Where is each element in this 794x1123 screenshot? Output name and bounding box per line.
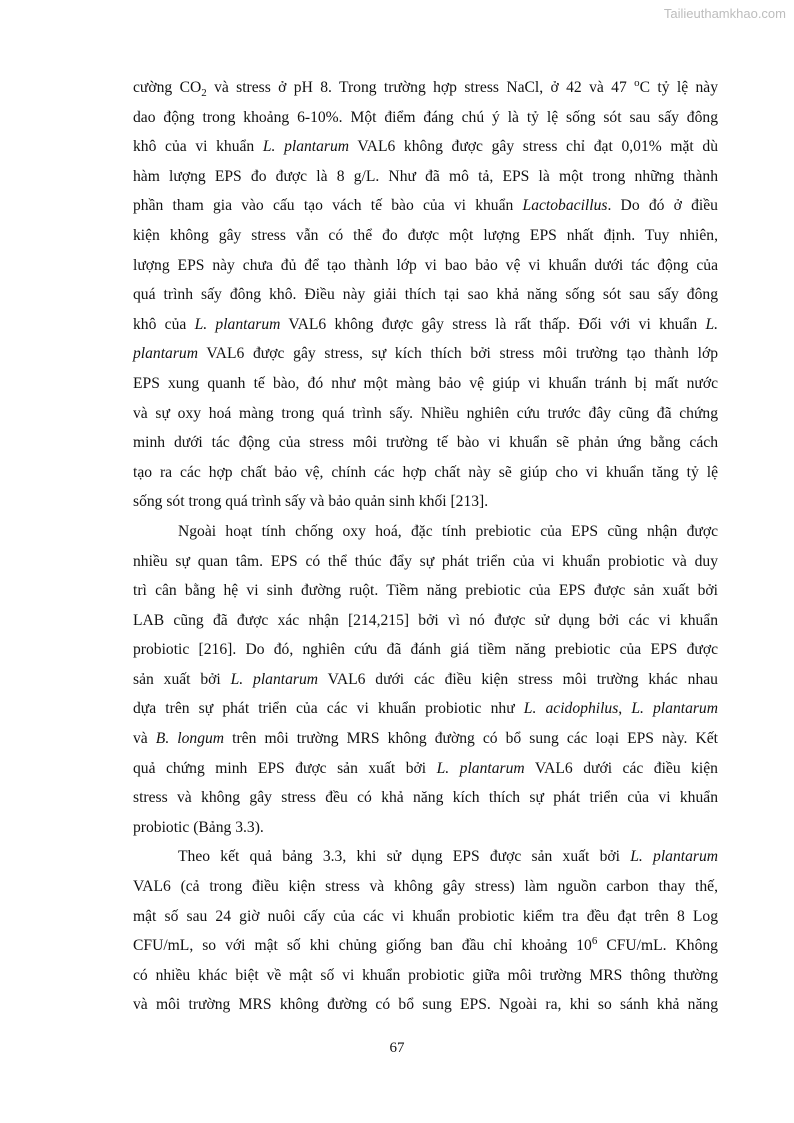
text-run: VAL6 không được gây stress chỉ đạt 0,01% mặt dù	[349, 138, 718, 156]
text-run: VAL6 dưới các điều kiện	[524, 759, 718, 777]
text-run: probiotic [216]. Do đó, nghiên cứu đã đánh giá tiềm năng prebiotic của EPS được	[133, 641, 718, 659]
text-run: probiotic (Bảng 3.3).	[133, 818, 264, 836]
text-run: LAB cũng đã được xác nhận [214,215] bởi vì nó được sử dụng bởi các vi khuẩn	[133, 611, 718, 629]
italic-text: L. plantarum	[630, 848, 718, 866]
text-line	[133, 162, 718, 192]
watermark: Tailieuthamkhao.com	[663, 6, 786, 21]
text-run: . Do đó ở điều	[607, 197, 718, 215]
text-run: VAL6 được gây stress, sự kích thích bởi stress môi trường tạo thành lớp	[197, 345, 718, 363]
text-line	[133, 842, 718, 872]
text-line	[133, 635, 718, 665]
text-run: CFU/mL. Không	[597, 937, 718, 955]
text-line	[133, 458, 718, 488]
text-run: mật số sau 24 giờ nuôi cấy của các vi khuẩn probiotic kiểm tra đều đạt trên 8 Log	[133, 907, 718, 925]
italic-text: L. plantarum	[194, 315, 281, 333]
subscript: 2	[201, 87, 207, 100]
text-run: trên môi trường MRS không đường có bổ sung các loại EPS này. Kết	[224, 730, 719, 748]
text-line	[133, 547, 718, 577]
italic-text: L. plantarum	[230, 670, 319, 688]
text-line	[133, 694, 718, 724]
page-body	[133, 73, 718, 1020]
text-line	[133, 517, 718, 547]
text-line	[133, 369, 718, 399]
text-run: quả chứng minh EPS được sản xuất bởi	[133, 759, 437, 777]
text-line	[133, 665, 718, 695]
text-run: tạo ra các hợp chất bảo vệ, chính các hợp chất này sẽ giúp cho vi khuẩn tăng tỷ lệ	[133, 463, 718, 481]
text-run: EPS xung quanh tế bào, đó như một màng bảo vệ giúp vi khuẩn tránh bị mất nước	[133, 374, 718, 392]
italic-text: B. longum	[155, 730, 225, 748]
text-run: có nhiều khác biệt về mật số vi khuẩn probiotic giữa môi trường MRS thông thường	[133, 966, 718, 984]
text-run: khô của	[133, 315, 195, 333]
text-run: CFU/mL, so với mật số khi chủng giống ban đầu chỉ khoảng 10	[133, 937, 592, 955]
text-run: hàm lượng EPS đo được là 8 g/L. Như đã mô tả, EPS là một trong những thành	[133, 167, 718, 185]
text-run: dao động trong khoảng 6-10%. Một điểm đáng chú ý là tỷ lệ sống sót sau sấy đông	[133, 108, 718, 126]
text-run: stress và không gây stress đều có khả năng kích thích sự phát triển của vi khuẩn	[133, 789, 718, 807]
text-run: và sự oxy hoá màng trong quá trình sấy. Nhiều nghiên cứu trước đây cũng đã chứng	[133, 404, 718, 422]
text-run: dựa trên sự phát triển của các vi khuẩn probiotic như	[133, 700, 524, 718]
paragraph	[133, 73, 718, 517]
text-line	[133, 813, 718, 843]
text-line	[133, 606, 718, 636]
italic-text: plantarum	[133, 345, 198, 363]
text-line	[133, 339, 718, 369]
text-line	[133, 872, 718, 902]
text-run: kiện không gây stress vẫn có thể đo được một lượng EPS nhất định. Tuy nhiên,	[133, 226, 718, 244]
text-run: Ngoài hoạt tính chống oxy hoá, đặc tính prebiotic của EPS cũng nhận được	[178, 522, 718, 540]
italic-text: L. acidophilus	[523, 700, 619, 718]
paragraph	[133, 842, 718, 1020]
paragraph	[133, 517, 718, 843]
text-run: và	[133, 730, 156, 748]
text-line	[133, 191, 718, 221]
text-line	[133, 399, 718, 429]
text-run: VAL6 dưới các điều kiện stress môi trường khác nhau	[318, 670, 718, 688]
text-run: khô của vi khuẩn	[133, 138, 263, 156]
text-line	[133, 132, 718, 162]
text-line	[133, 783, 718, 813]
text-line	[133, 428, 718, 458]
page-number: 67	[389, 1040, 405, 1056]
superscript: o	[634, 76, 640, 89]
text-line	[133, 221, 718, 251]
text-line	[133, 931, 718, 961]
text-line	[133, 310, 718, 340]
text-run: ,	[618, 700, 632, 718]
text-line	[133, 576, 718, 606]
text-line	[133, 487, 718, 517]
text-run: sản xuất bởi	[133, 670, 231, 688]
text-line	[133, 73, 718, 103]
text-run: minh dưới tác động của stress môi trường tế bào vi khuẩn sẽ phản ứng bằng cách	[133, 434, 718, 452]
text-run: phần tham gia vào cấu tạo vách tế bào của vi khuẩn	[133, 197, 523, 215]
text-run: và môi trường MRS không đường có bổ sung EPS. Ngoài ra, khi so sánh khả năng	[133, 996, 718, 1014]
text-line	[133, 990, 718, 1020]
text-run: nhiều sự quan tâm. EPS có thể thúc đẩy sự phát triển của vi khuẩn probiotic và duy	[133, 552, 718, 570]
text-line	[133, 902, 718, 932]
text-run: VAL6 (cả trong điều kiện stress và không gây stress) làm nguồn carbon thay thế,	[133, 878, 718, 896]
italic-text: Lactobacillus	[522, 197, 608, 215]
text-line	[133, 961, 718, 991]
text-run: Theo kết quả bảng 3.3, khi sử dụng EPS được sản xuất bởi	[178, 848, 631, 866]
superscript: 6	[591, 935, 598, 948]
text-line	[133, 280, 718, 310]
text-line	[133, 724, 718, 754]
text-run: sống sót trong quá trình sấy và bảo quản sinh khối [213].	[133, 493, 489, 511]
text-run: VAL6 không được gây stress là rất thấp. Đối với vi khuẩn	[280, 315, 706, 333]
text-run: quá trình sấy đông khô. Điều này giải thích tại sao khả năng sống sót sau sấy đông	[133, 286, 718, 304]
italic-text: L. plantarum	[436, 759, 525, 777]
italic-text: L.	[705, 315, 719, 333]
text-line	[133, 251, 718, 281]
italic-text: L. plantarum	[631, 700, 718, 718]
text-run: và stress ở pH 8. Trong trường hợp stress NaCl, ở 42 và 47	[206, 79, 635, 96]
text-run: C tỷ lệ này	[639, 79, 718, 96]
text-run: cường CO	[133, 79, 202, 96]
text-run: trì cân bằng hệ vi sinh đường ruột. Tiềm năng prebiotic của EPS được sản xuất bởi	[133, 582, 718, 600]
text-line	[133, 754, 718, 784]
text-line	[133, 103, 718, 133]
text-run: lượng EPS này chưa đủ để tạo thành lớp vi bao bảo vệ vi khuẩn dưới tác động của	[133, 256, 718, 274]
italic-text: L. plantarum	[262, 138, 350, 156]
